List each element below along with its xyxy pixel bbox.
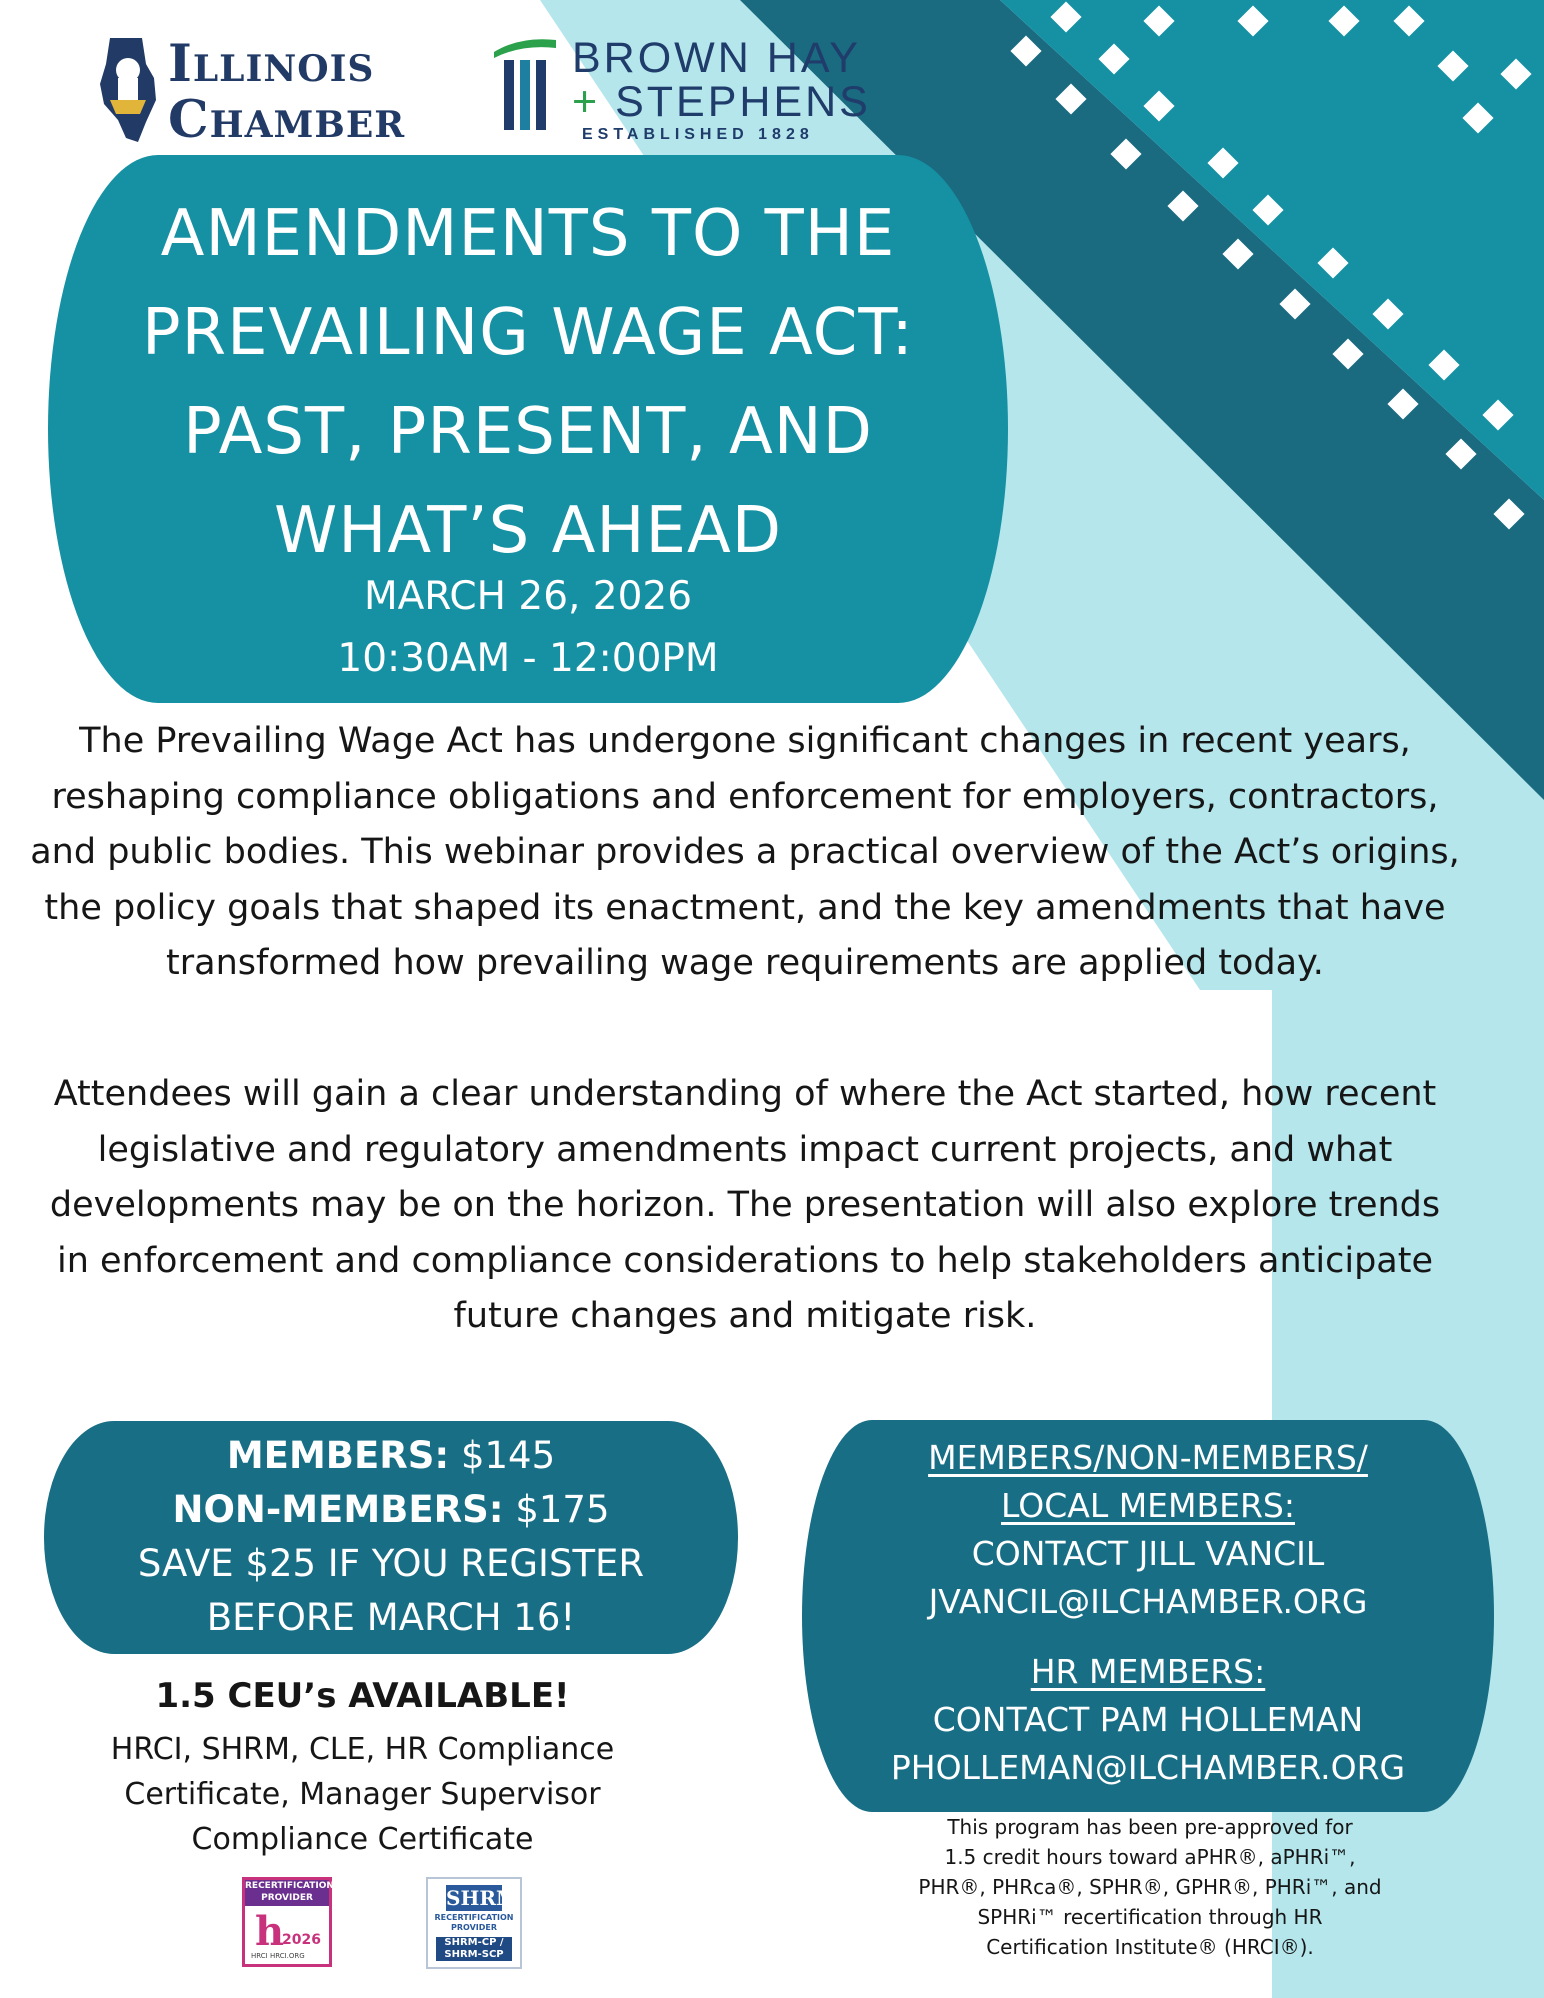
members-price: $145 bbox=[460, 1434, 556, 1477]
title-banner bbox=[48, 155, 1008, 703]
event-title bbox=[108, 185, 948, 581]
stephens-text: STEPHENS bbox=[615, 78, 871, 126]
ceu-line-3: Compliance Certificate bbox=[191, 1822, 534, 1857]
event-date: MARCH 26, 2026 bbox=[363, 574, 693, 619]
hrci-badge-footer: HRCI HRCI.ORG bbox=[251, 1952, 305, 1960]
stephens-line bbox=[572, 80, 871, 124]
shrm-logo: SHRM bbox=[446, 1886, 519, 1910]
pricing-box bbox=[44, 1421, 738, 1654]
hrci-badge-year: 2026 bbox=[282, 1932, 321, 1948]
group1-email-link[interactable]: JVANCIL@ILCHAMBER.ORG bbox=[928, 1582, 1368, 1621]
hrci-badge-header: RECERTIFICATION PROVIDER bbox=[245, 1880, 329, 1906]
description-paragraph-2: Attendees will gain a clear understanding of where the Act started, how recent legislative and regulatory amendments impact current projects, and what developments may be on the horizon. The presentation will also explore trends in enforcement and compliance considerations to help stakeholders anticipate future changes and mitigate risk. bbox=[49, 1074, 1441, 1336]
ceu-details bbox=[60, 1727, 665, 1862]
group1-heading-line-2: LOCAL MEMBERS: bbox=[1001, 1486, 1295, 1525]
group1-heading-line-1: MEMBERS/NON-MEMBERS/ bbox=[928, 1438, 1368, 1477]
title-line-4: WHAT’S AHEAD bbox=[273, 494, 783, 568]
early-bird-line-2: BEFORE MARCH 16! bbox=[206, 1596, 576, 1639]
contact-box bbox=[802, 1420, 1494, 1812]
ceu-line-2: Certificate, Manager Supervisor bbox=[124, 1777, 601, 1812]
group2-contact-name: CONTACT PAM HOLLEMAN bbox=[932, 1700, 1364, 1739]
fine-print-line-4: SPHRi™ recertification through HR bbox=[977, 1905, 1323, 1929]
shrm-badge-bar: SHRM-CP / SHRM-SCP bbox=[436, 1937, 512, 1961]
fine-print-line-5: Certification Institute® (HRCI®). bbox=[986, 1935, 1314, 1959]
title-line-3: PAST, PRESENT, AND bbox=[183, 395, 873, 469]
fine-print-line-2: 1.5 credit hours toward aPHR®, aPHRi™, bbox=[944, 1845, 1356, 1869]
fine-print-line-1: This program has been pre-approved for bbox=[947, 1815, 1353, 1839]
illinois-state-capitol-icon bbox=[96, 34, 160, 146]
shrm-recertification-badge bbox=[426, 1877, 522, 1969]
early-bird-line-1: SAVE $25 IF YOU REGISTER bbox=[137, 1542, 645, 1585]
fine-print-line-3: PHR®, PHRca®, SPHR®, GPHR®, PHRi™, and bbox=[918, 1875, 1382, 1899]
members-label: MEMBERS: bbox=[226, 1434, 450, 1477]
hrci-fine-print bbox=[880, 1812, 1420, 1962]
event-time: 10:30AM - 12:00PM bbox=[337, 636, 719, 681]
hrci-recertification-badge bbox=[242, 1877, 332, 1967]
members-price-line bbox=[44, 1429, 738, 1483]
ceu-heading: 1.5 CEU’s AVAILABLE! bbox=[155, 1676, 570, 1716]
shrm-badge-subtitle: RECERTIFICATION PROVIDER bbox=[434, 1913, 514, 1932]
group2-email-link[interactable]: PHOLLEMAN@ILCHAMBER.ORG bbox=[890, 1748, 1406, 1787]
nonmembers-price-line bbox=[44, 1483, 738, 1537]
established-text: ESTABLISHED 1828 bbox=[582, 126, 814, 143]
title-line-1: AMENDMENTS TO THE bbox=[160, 197, 896, 271]
group2-heading: HR MEMBERS: bbox=[1030, 1652, 1266, 1691]
illinois-chamber-line1: Illinois bbox=[168, 34, 375, 94]
nonmembers-price: $175 bbox=[515, 1488, 610, 1531]
plus-sign: + bbox=[572, 78, 601, 126]
brown-hay-text: BROWN HAY bbox=[572, 34, 861, 82]
nonmembers-label: NON-MEMBERS: bbox=[172, 1488, 504, 1531]
illinois-chamber-line2: Chamber bbox=[168, 90, 406, 150]
hrci-h-logo: h bbox=[255, 1908, 285, 1955]
group1-contact-name: CONTACT JILL VANCIL bbox=[971, 1534, 1325, 1573]
brown-hay-stephens-logo bbox=[490, 32, 871, 152]
columns-icon bbox=[490, 34, 560, 132]
title-line-2: PREVAILING WAGE ACT: bbox=[142, 296, 914, 370]
illinois-chamber-logo bbox=[96, 30, 456, 150]
ceu-line-1: HRCI, SHRM, CLE, HR Compliance bbox=[110, 1732, 615, 1767]
description-paragraph-1: The Prevailing Wage Act has undergone significant changes in recent years, reshaping compliance obligations and enforcement for employers, contractors, and public bodies. This webinar provides a practical overview of the Act’s origins, the policy goals that shaped its enactment, and the key amendments that have transformed how prevailing wage requirements are applied today. bbox=[30, 721, 1460, 983]
